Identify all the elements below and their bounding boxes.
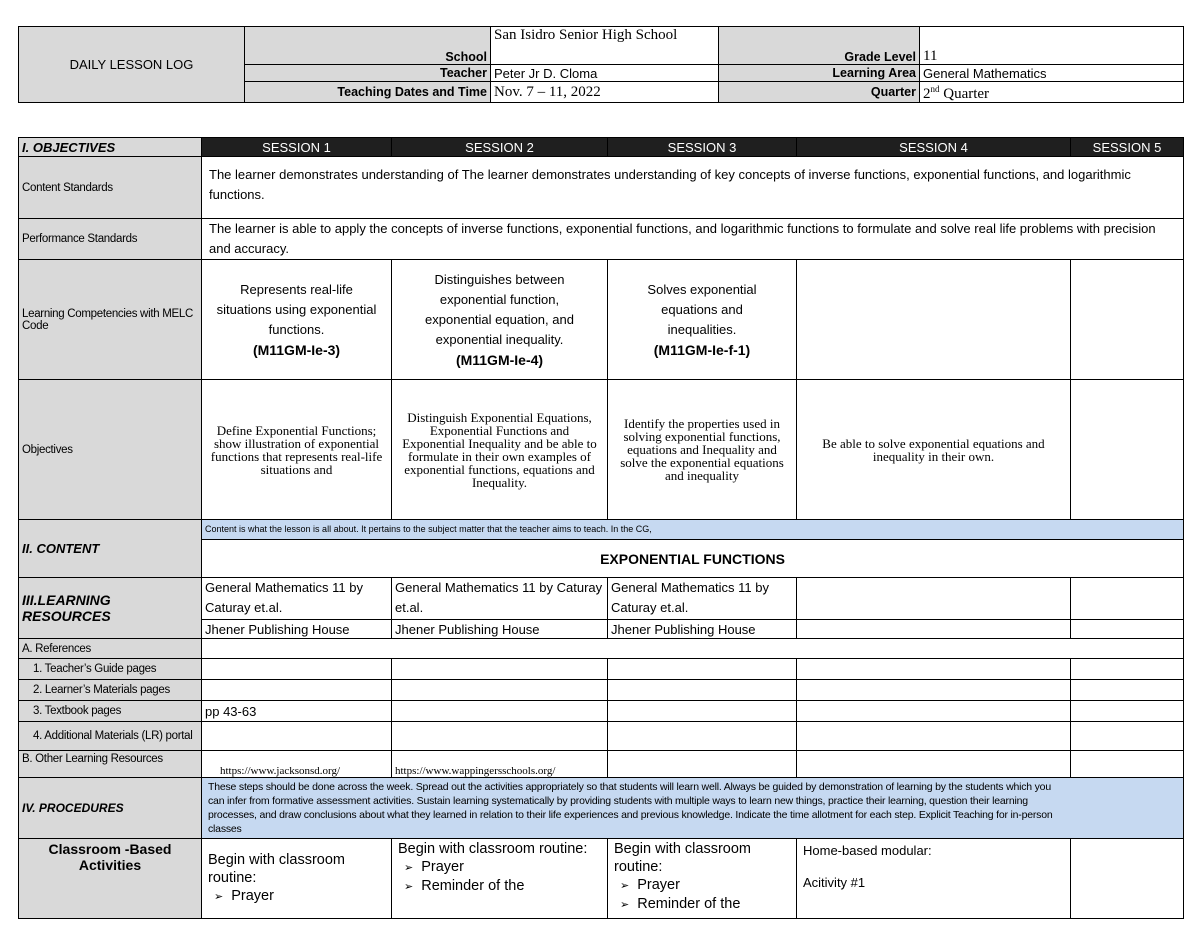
competency-session-3 xyxy=(608,260,797,380)
school-value: San Isidro Senior High School xyxy=(491,27,719,65)
content-standards-text: The learner demonstrates understanding of The learner demonstrates understanding of key concepts of inverse functions, exponential functions, and logarithmic functions. xyxy=(202,157,1184,219)
learners-materials-label: 2. Learner’s Materials pages xyxy=(19,680,202,701)
competency-session-5 xyxy=(1071,260,1184,380)
book-session-5 xyxy=(1071,578,1184,620)
teacher-value: Peter Jr D. Cloma xyxy=(491,65,719,82)
objective-session-1: Define Exponential Functions; show illustration of exponential functions that represents real-life situations and xyxy=(202,380,392,520)
content-heading: II. CONTENT xyxy=(19,520,202,578)
competency-session-2 xyxy=(392,260,608,380)
classroom-based-label: Classroom -Based Activities xyxy=(19,839,202,919)
tb-session-5 xyxy=(1071,701,1184,722)
header-table xyxy=(18,26,1184,103)
procedure-session-1 xyxy=(202,839,392,919)
lm-session-1 xyxy=(202,680,392,701)
publisher-session-5 xyxy=(1071,620,1184,639)
tg-session-5 xyxy=(1071,659,1184,680)
tg-session-4 xyxy=(797,659,1071,680)
routine-list-2 xyxy=(398,858,601,896)
publisher-session-3: Jhener Publishing House xyxy=(608,620,797,639)
competency-3-text: Solves exponential equations and inequalities. xyxy=(647,281,757,337)
routine-intro-2: Begin with classroom routine: xyxy=(398,841,588,857)
tb-session-2 xyxy=(392,701,608,722)
publisher-session-4 xyxy=(797,620,1071,639)
competency-1-text: Represents real-life situations using exponential functions. xyxy=(216,281,377,337)
routine-item: ➢ Prayer xyxy=(214,887,385,906)
tg-session-2 xyxy=(392,659,608,680)
content-standards-label: Content Standards xyxy=(19,157,202,219)
teaching-dates-label: Teaching Dates and Time xyxy=(245,82,491,103)
learning-area-value: General Mathematics xyxy=(920,65,1184,82)
references-label: A. References xyxy=(19,639,202,659)
other-resource-link-1[interactable]: https://www.jacksonsd.org/ xyxy=(202,751,392,778)
objectives-label: Objectives xyxy=(19,380,202,520)
textbook-pages-label: 3. Textbook pages xyxy=(19,701,202,722)
procedures-note: These steps should be done across the week. Spread out the activities appropriately so that students will learn well. Always be guided by demonstration of learning by the students which you can infer from formative assessment activities. Sustain learning systematically by providing students with multiple ways to learn new things, practice their learning, question their learning processes, and draw conclusions about what they learned in relation to their life experiences and previous knowledge. Indicate the time allotment for each step. Explicit Teaching for in-person classes xyxy=(202,778,1184,839)
competency-2-code: (M11GM-Ie-4) xyxy=(455,351,544,368)
quarter-number: 2 xyxy=(923,86,931,102)
book-session-3: General Mathematics 11 by Caturay et.al. xyxy=(608,578,797,620)
session-4-header: SESSION 4 xyxy=(797,138,1071,157)
procedures-heading: IV. PROCEDURES xyxy=(19,778,202,839)
book-session-1: General Mathematics 11 by Caturay et.al. xyxy=(202,578,392,620)
quarter-suffix: nd xyxy=(930,84,940,94)
grade-level-label: Grade Level xyxy=(719,27,920,65)
procedure-session-2 xyxy=(392,839,608,919)
or-session-4 xyxy=(797,751,1071,778)
competency-session-1 xyxy=(202,260,392,380)
lm-session-3 xyxy=(608,680,797,701)
tg-session-3 xyxy=(608,659,797,680)
routine-item: ➢ Reminder of the xyxy=(404,877,601,896)
session-2-header: SESSION 2 xyxy=(392,138,608,157)
quarter-value xyxy=(920,82,1184,103)
learning-competencies-label-text: Learning Competencies with MELC Code xyxy=(22,307,193,332)
competency-1-code: (M11GM-Ie-3) xyxy=(252,341,341,358)
lm-session-5 xyxy=(1071,680,1184,701)
session-1-header: SESSION 1 xyxy=(202,138,392,157)
content-note: Content is what the lesson is all about. It pertains to the subject matter that the teacher aims to teach. In the CG, xyxy=(202,520,1184,540)
textbook-pages-value: pp 43-63 xyxy=(202,701,392,722)
session-3-header: SESSION 3 xyxy=(608,138,797,157)
procedure-session-5 xyxy=(1071,839,1184,919)
additional-materials-label: 4. Additional Materials (LR) portal xyxy=(19,722,202,751)
lm-session-2 xyxy=(392,680,608,701)
objectives-heading: I. OBJECTIVES xyxy=(19,138,202,157)
objective-session-2: Distinguish Exponential Equations, Exponential Functions and Exponential Inequality and be able to formulate in their own examples of exponential functions, equations and Inequality. xyxy=(392,380,608,520)
am-session-5 xyxy=(1071,722,1184,751)
other-resource-link-2[interactable]: https://www.wappingersschools.org/ xyxy=(392,751,608,778)
competency-session-4 xyxy=(797,260,1071,380)
activity-label: Acitivity #1 xyxy=(803,875,866,890)
objective-session-3: Identify the properties used in solving exponential functions, equations and Inequality and solve the exponential equations and inequality xyxy=(608,380,797,520)
home-based-modular: Home-based modular: xyxy=(803,843,932,858)
session-5-header: SESSION 5 xyxy=(1071,138,1184,157)
objective-session-4: Be able to solve exponential equations and inequality in their own. xyxy=(797,380,1071,520)
tg-session-1 xyxy=(202,659,392,680)
am-session-4 xyxy=(797,722,1071,751)
content-topic: EXPONENTIAL FUNCTIONS xyxy=(202,540,1184,578)
am-session-1 xyxy=(202,722,392,751)
am-session-2 xyxy=(392,722,608,751)
routine-intro-1: Begin with classroom routine: xyxy=(208,852,345,886)
routine-list-3 xyxy=(614,876,790,914)
teachers-guide-label: 1. Teacher’s Guide pages xyxy=(19,659,202,680)
routine-item: ➢ Prayer xyxy=(404,858,601,877)
routine-intro-3: Begin with classroom routine: xyxy=(614,841,751,875)
tb-session-3 xyxy=(608,701,797,722)
learning-resources-heading: III.LEARNING RESOURCES xyxy=(19,578,202,639)
publisher-session-2: Jhener Publishing House xyxy=(392,620,608,639)
grade-level-value: 11 xyxy=(920,27,1184,65)
procedure-session-3 xyxy=(608,839,797,919)
or-session-3 xyxy=(608,751,797,778)
performance-standards-text: The learner is able to apply the concepts of inverse functions, exponential functions, and logarithmic functions to formulate and solve real life problems with precision and accuracy. xyxy=(202,219,1184,260)
routine-list-1 xyxy=(208,887,385,906)
learning-area-label: Learning Area xyxy=(719,65,920,82)
book-session-2: General Mathematics 11 by Caturay et.al. xyxy=(392,578,608,620)
quarter-word: Quarter xyxy=(943,86,990,102)
am-session-3 xyxy=(608,722,797,751)
routine-item: ➢ Reminder of the xyxy=(620,895,790,914)
references-value xyxy=(202,639,1184,659)
teacher-label: Teacher xyxy=(245,65,491,82)
other-resources-label: B. Other Learning Resources xyxy=(19,751,202,778)
publisher-session-1: Jhener Publishing House xyxy=(202,620,392,639)
competency-3-code: (M11GM-Ie-f-1) xyxy=(653,341,751,358)
lm-session-4 xyxy=(797,680,1071,701)
school-label: School xyxy=(245,27,491,65)
or-session-5 xyxy=(1071,751,1184,778)
performance-standards-label: Performance Standards xyxy=(19,219,202,260)
tb-session-4 xyxy=(797,701,1071,722)
daily-lesson-log-title: DAILY LESSON LOG xyxy=(19,27,245,103)
objective-session-5 xyxy=(1071,380,1184,520)
quarter-label: Quarter xyxy=(719,82,920,103)
routine-item: ➢ Prayer xyxy=(620,876,790,895)
competency-2-text: Distinguishes between exponential function, exponential equation, and exponential inequality. xyxy=(425,271,574,347)
book-session-4 xyxy=(797,578,1071,620)
learning-competencies-label xyxy=(19,260,202,380)
lesson-log-table xyxy=(18,137,1184,919)
teaching-dates-value: Nov. 7 – 11, 2022 xyxy=(491,82,719,103)
procedure-session-4 xyxy=(797,839,1071,919)
